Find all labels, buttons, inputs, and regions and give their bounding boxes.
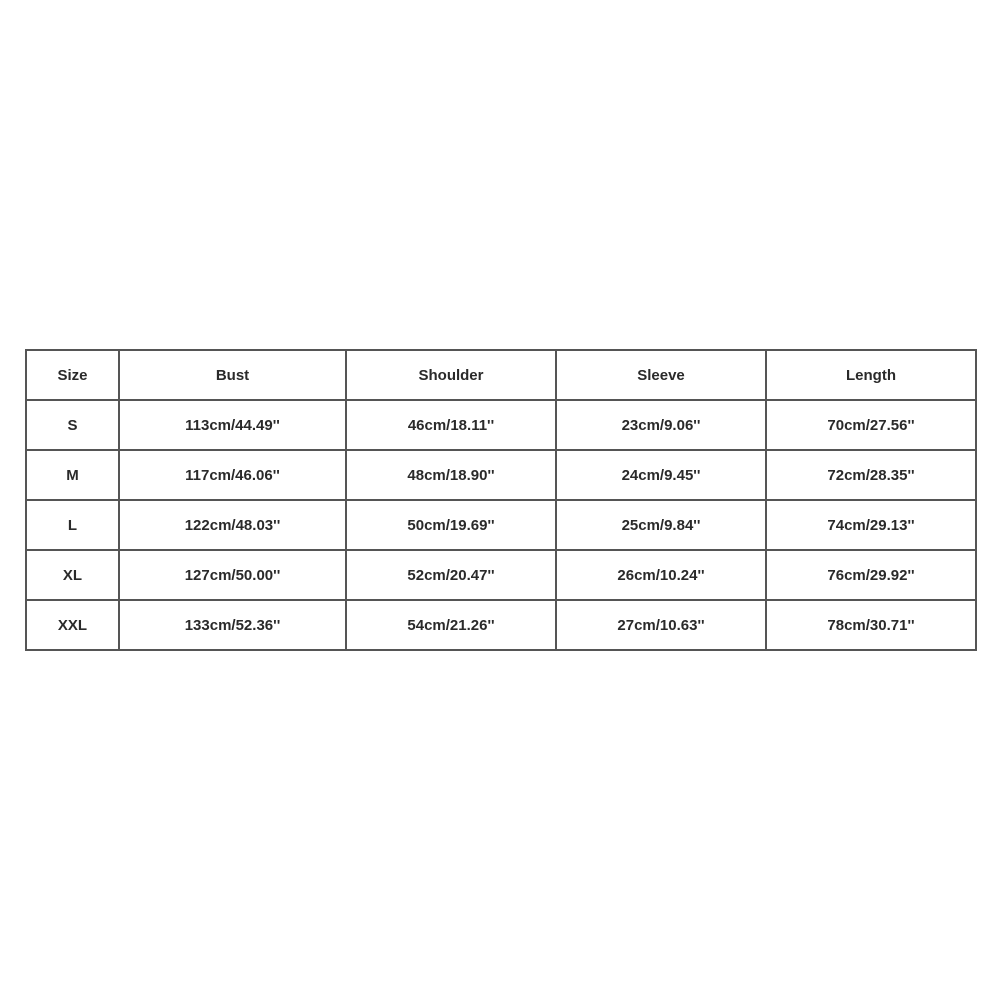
- shoulder-cell: 52cm/20.47'': [346, 550, 556, 600]
- table-row: [26, 400, 976, 450]
- length-cell: 72cm/28.35'': [766, 450, 976, 500]
- sleeve-cell: 27cm/10.63'': [556, 600, 766, 650]
- size-cell: XL: [26, 550, 119, 600]
- size-cell: S: [26, 400, 119, 450]
- header-shoulder: Shoulder: [346, 350, 556, 400]
- header-length: Length: [766, 350, 976, 400]
- header-sleeve: Sleeve: [556, 350, 766, 400]
- size-cell: XXL: [26, 600, 119, 650]
- table-row: [26, 550, 976, 600]
- bust-cell: 127cm/50.00'': [119, 550, 346, 600]
- bust-cell: 133cm/52.36'': [119, 600, 346, 650]
- size-chart-table: [25, 349, 977, 651]
- shoulder-cell: 54cm/21.26'': [346, 600, 556, 650]
- length-cell: 78cm/30.71'': [766, 600, 976, 650]
- length-cell: 76cm/29.92'': [766, 550, 976, 600]
- size-cell: L: [26, 500, 119, 550]
- size-cell: M: [26, 450, 119, 500]
- sleeve-cell: 24cm/9.45'': [556, 450, 766, 500]
- header-size: Size: [26, 350, 119, 400]
- header-bust: Bust: [119, 350, 346, 400]
- bust-cell: 113cm/44.49'': [119, 400, 346, 450]
- length-cell: 74cm/29.13'': [766, 500, 976, 550]
- shoulder-cell: 50cm/19.69'': [346, 500, 556, 550]
- sleeve-cell: 25cm/9.84'': [556, 500, 766, 550]
- bust-cell: 122cm/48.03'': [119, 500, 346, 550]
- sleeve-cell: 23cm/9.06'': [556, 400, 766, 450]
- shoulder-cell: 48cm/18.90'': [346, 450, 556, 500]
- shoulder-cell: 46cm/18.11'': [346, 400, 556, 450]
- table-row: [26, 600, 976, 650]
- table-row: [26, 500, 976, 550]
- length-cell: 70cm/27.56'': [766, 400, 976, 450]
- table-header-row: [26, 350, 976, 400]
- table-row: [26, 450, 976, 500]
- sleeve-cell: 26cm/10.24'': [556, 550, 766, 600]
- bust-cell: 117cm/46.06'': [119, 450, 346, 500]
